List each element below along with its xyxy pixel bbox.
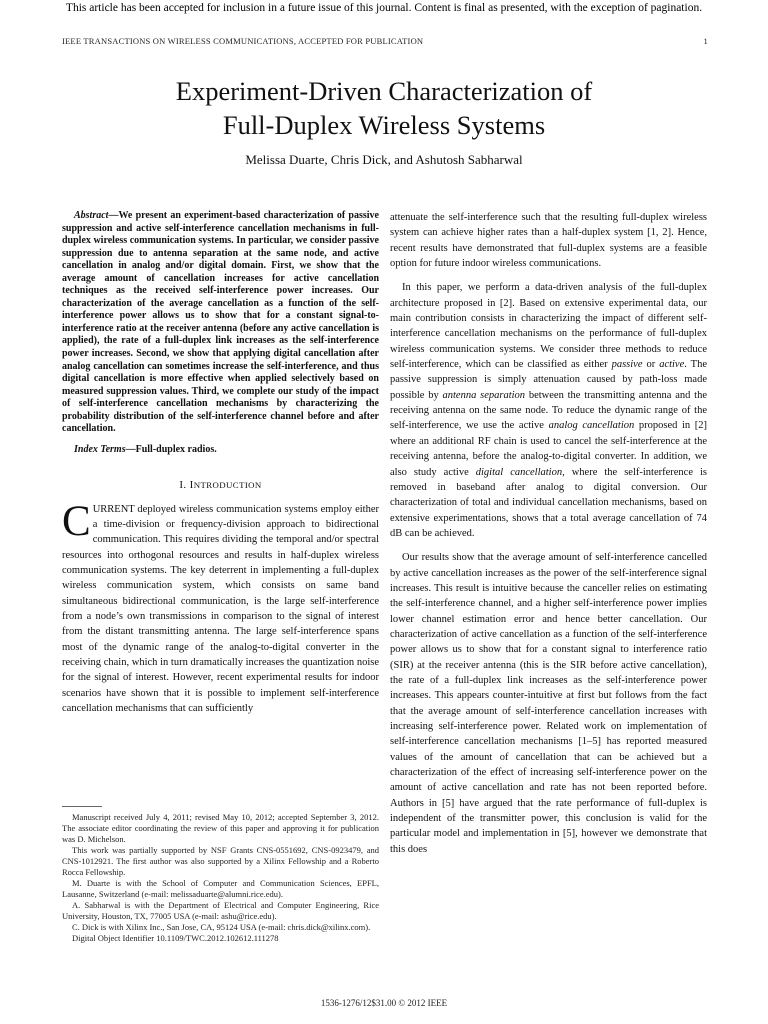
- footnote-rule: [62, 806, 102, 807]
- results-paragraph: Our results show that the average amount of self-interference cancelled by active cancellation increases as the power of the self-interference signal increases. This result is intuitive because the canceller relies on estimating the self-interference channel, and a higher self-interference power implies lower channel estimation error and hence better cancellation. Our characterization of active cancellation as a function of the self-interference power allows us to show that for a constant signal to interference ratio (SIR) at the receiver antenna (this is the SIR before active cancellation), the rate of a full-duplex link increases as the self-interference power increases. This appears counter-intuitive at first but follows from the fact that the average amount of self-interference cancellation increases with increasing self-interference power. Related work on implementation of self-interference cancellation mechanisms [1–5] has reported measured values of the amount of cancellation that can be achieved but a characterization of the effect of increasing self-interference power on the amount of active cancellation and rate has not been reported before. Authors in [5] have argued that the rate performance of full-duplex is independent of the transmitter power, this conclusion is valid for the particular model and implementation in [5], however we demonstrate that this does: [390, 552, 707, 855]
- index-terms: [62, 444, 379, 457]
- journal-name: IEEE TRANSACTIONS ON WIRELESS COMMUNICATIONS, ACCEPTED FOR PUBLICATION: [62, 36, 424, 46]
- drop-cap: C: [62, 497, 91, 545]
- left-column: [62, 210, 379, 726]
- footnote-affiliation-duarte: M. Duarte is with the School of Computer and Communication Sciences, EPFL, Lausanne, Switzerland (e-mail: melissaduarte@alumni.rice.edu).: [62, 878, 379, 899]
- intro-text: URRENT deployed wireless communication systems employ either a time-division or frequency-division approach to bidirectional communication. This requires dividing the temporal and/or spectral resources into orthogonal resources and results in half-duplex wireless communication systems. The key deterrent in implementing a full-duplex wireless communication system, which consists on same band simultaneous bidirectional communication, is the large self-interference from a node’s own transmissions in comparison to the signal of interest from the distant transmitting antenna. The large self-interference spans most of the dynamic range of the analog-to-digital converter in the receiving chain, which in turn dramatically increases the quantization noise for the signal of interest. However, recent experimental results for indoor scenarios have shown that it is possible to implement self-interference cancellation mechanisms that can sufficiently: [62, 503, 379, 715]
- footnotes: [62, 812, 379, 944]
- title-line-1: Experiment-Driven Characterization of: [175, 76, 593, 106]
- title-line-2: Full-Duplex Wireless Systems: [222, 110, 546, 140]
- acceptance-banner: This article has been accepted for inclusion in a future issue of this journal. Content is final as presented, with the exception of pagination.: [65, 2, 703, 14]
- footnote-affiliation-sabharwal: A. Sabharwal is with the Department of Electrical and Computer Engineering, Rice University, Houston, TX, 77005 USA (e-mail: ashu@rice.edu).: [62, 900, 379, 921]
- copyright-line: 1536-1276/12$31.00 © 2012 IEEE: [320, 998, 448, 1008]
- paper-title: [0, 74, 768, 142]
- abstract: [62, 210, 379, 436]
- continuation-paragraph: attenuate the self-interference such that the resulting full-duplex wireless system can achieve higher rates than a half-duplex system [1, 2]. Hence, recent results have demonstrated that full-duplex systems are a feasible option for future indoor wireless communications.: [390, 212, 707, 270]
- author-list: Melissa Duarte, Chris Dick, and Ashutosh Sabharwal: [245, 152, 523, 167]
- section-heading-introduction: I. INTRODUCTION: [179, 479, 262, 492]
- footnote-funding: This work was partially supported by NSF Grants CNS-0551692, CNS-0923479, and CNS-1012921. The first author was also supported by a Xilinx Fellowship and a Roberto Rocca Fellowship.: [62, 845, 379, 877]
- abstract-label: Abstract: [74, 210, 109, 221]
- page-number: 1: [703, 36, 708, 46]
- footnote-manuscript: Manuscript received July 4, 2011; revised May 10, 2012; accepted September 3, 2012. The associate editor coordinating the review of this paper and approving it for publication was D. Michelson.: [62, 812, 379, 844]
- right-column: [390, 210, 707, 866]
- intro-paragraph: [62, 497, 379, 717]
- footnote-affiliation-dick: C. Dick is with Xilinx Inc., San Jose, CA, 95124 USA (e-mail: chris.dick@xilinx.com).: [72, 922, 371, 932]
- running-head: [62, 36, 708, 46]
- abstract-text: —We present an experiment-based characterization of passive suppression and active self-interference cancellation mechanisms in full-duplex wireless communication systems. In particular, we consider passive suppression due to antenna separation at the same node, and active cancellation in analog and/or digital domain. First, we show that the average amount of cancellation increases for active cancellation techniques as the received self-interference power increases. Our characterization of the average cancellation as a function of the self-interference power allows us to show that for a constant signal-to-interference ratio at the receiver antenna (before any active cancellation is applied), the rate of a full-duplex link increases as the self-interference power increases. Second, we show that applying digital cancellation after analog cancellation can sometimes increase the self-interference, and thus digital cancellation is more effective when applied selectively based on measured suppression values. Third, we complete our study of the impact of self-interference cancellation mechanisms by characterizing the probability distribution of the self-interference channel before and after cancellation.: [62, 210, 379, 435]
- index-terms-label: Index Terms: [74, 443, 126, 455]
- footnote-doi: Digital Object Identifier 10.1109/TWC.2012.102612.111278: [72, 933, 279, 943]
- index-terms-text: —Full-duplex radios.: [125, 443, 217, 455]
- contribution-paragraph: In this paper, we perform a data-driven analysis of the full-duplex architecture proposed in [2]. Based on extensive experimental data, our main contribution consists in characterizing the impact of different self-interference cancellation mechanisms on the performance of full-duplex wireless communication systems. We consider three methods to reduce self-interference, which can be classified as either passive or active. The passive suppression is simply attenuation caused by path-loss made possible by antenna separation between the transmitting antenna and the receiving antenna on the same node. To reduce the dynamic range of the self-interference, we use the active analog cancellation proposed in [2] where an additional RF chain is used to cancel the self-interference at the receiving antenna, before the analog-to-digital converter. In addition, we also study active digital cancellation, where the self-interference is removed in baseband after analog to digital conversion. Our characterization of total and individual cancellation mechanisms, based on extensive experimentations, shows that a total average cancellation of 74 dB can be achieved.: [390, 282, 708, 539]
